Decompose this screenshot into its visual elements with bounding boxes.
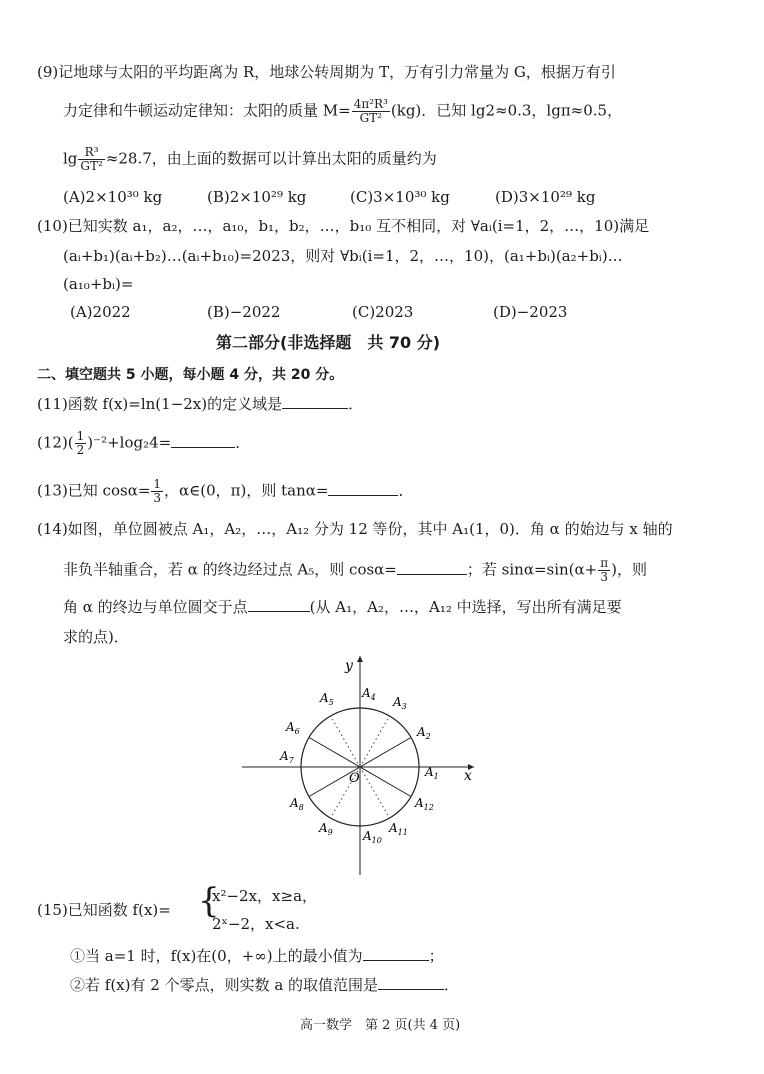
q13-answer-blank[interactable]: [328, 481, 398, 496]
q9-option-b[interactable]: (B)2×10²⁹ kg: [207, 188, 307, 206]
q13: (13)已知 cosα= $\frac{1}{3}$ ，α∈(0，π)，则 tanα= ．: [37, 477, 414, 505]
q15-case1: x²−2x，x≥a，: [212, 887, 318, 905]
label-a8: $A_8$: [290, 796, 304, 812]
dotted-a5: [331, 716, 361, 767]
q12-fraction: $\frac{1}{2}$: [76, 429, 85, 457]
q10-line2: (aᵢ+b₁)(aᵢ+b₂)…(aᵢ+b₁₀)=2023，则对 ∀bᵢ(i=1，2，…，10)，(a₁+bᵢ)(a₂+bᵢ)…: [63, 247, 623, 265]
q9-option-d[interactable]: (D)3×10²⁹ kg: [495, 188, 596, 206]
q12: (12)( $\frac{1}{2}$ )⁻²+log₂4= ．: [37, 429, 251, 457]
x-axis-label: x: [464, 768, 472, 784]
part2-title: 第二部分(非选择题 共 70 分): [216, 333, 441, 352]
q10-option-b[interactable]: (B)−2022: [207, 303, 281, 321]
q14-pi-fraction: $\frac{\pi}{3}$: [600, 556, 609, 584]
dotted-a11: [360, 767, 390, 818]
q15-sub2: ②若 f(x)有 2 个零点，则实数 a 的取值范围是 ．: [70, 976, 460, 994]
point-labels: [279, 686, 439, 845]
q10-line3: (a₁₀+bᵢ)=: [63, 275, 134, 293]
q14-points-blank[interactable]: [248, 597, 310, 612]
q9-known-values: (kg)．已知 lg2≈0.3，lgπ≈0.5，: [390, 101, 623, 120]
q9-line1: (9)记地球与太阳的平均距离为 R，地球公转周期为 T，万有引力常量为 G，根据万有引: [37, 63, 616, 81]
page-footer: 高一数学 第 2 页(共 4 页): [300, 1018, 461, 1033]
q14-line2: 非负半轴重合，若 α 的终边经过点 A₅，则 cosα= ；若 sinα=sin(α+ $\frac{\pi}{3}$ )，则: [63, 556, 647, 584]
q15-brace: {: [198, 881, 220, 921]
q9-mass-fraction: $\frac{\text{4π²R³}}{\text{GT²}}$: [353, 97, 388, 125]
q11: (11)函数 f(x)=ln(1−2x)的定义域是 ．: [37, 395, 364, 413]
q10-option-a[interactable]: (A)2022: [70, 303, 131, 321]
dotted-a3: [360, 716, 390, 767]
q14-line4: 求的点)．: [63, 628, 129, 646]
q9-line3: lg $\frac{\text{R³}}{\text{GT²}}$ ≈28.7，由上面的数据可以计算出太阳的质量约为: [63, 145, 437, 173]
q9-option-c[interactable]: (C)3×10³⁰ kg: [350, 188, 450, 206]
label-a1: $A_1$: [425, 765, 439, 781]
q11-answer-blank[interactable]: [282, 394, 348, 409]
q15-definition: (15)已知函数 f(x)=: [37, 901, 171, 919]
label-a12: $A_{12}$: [415, 796, 434, 812]
q12-answer-blank[interactable]: [171, 433, 235, 448]
label-a5: $A_5$: [320, 691, 334, 707]
q10-option-d[interactable]: (D)−2023: [493, 303, 568, 321]
label-a3: $A_3$: [393, 695, 407, 711]
q9-mass-text: 力定律和牛顿运动定律知：太阳的质量 M=: [63, 101, 351, 120]
q10-option-c[interactable]: (C)2023: [352, 303, 414, 321]
unit-circle-figure: [0, 650, 764, 890]
label-a6: $A_6$: [286, 720, 300, 736]
q14-cos-blank[interactable]: [397, 560, 467, 575]
y-axis-label: y: [345, 658, 353, 674]
label-a7: $A_7$: [280, 749, 294, 765]
label-a10: $A_{10}$: [363, 829, 382, 845]
label-a9: $A_9$: [319, 821, 333, 837]
origin-label: O: [349, 771, 360, 786]
label-a2: $A_2$: [417, 725, 431, 741]
label-a4: $A_4$: [362, 686, 376, 702]
section2-title: 二、填空题共 5 小题，每小题 4 分，共 20 分。: [37, 367, 344, 383]
q13-fraction: $\frac{1}{3}$: [153, 477, 162, 505]
q14-line1: (14)如图，单位圆被点 A₁，A₂，…，A₁₂ 分为 12 等份，其中 A₁(1，0)．角 α 的始边与 x 轴的: [37, 520, 673, 538]
label-a11: $A_{11}$: [389, 821, 408, 837]
q9-log-fraction: $\frac{\text{R³}}{\text{GT²}}$: [80, 145, 103, 173]
q15-range-blank[interactable]: [378, 975, 444, 990]
q9-line2: [63, 98, 622, 125]
q14-line3: 角 α 的终边与单位圆交于点 (从 A₁，A₂，…，A₁₂ 中选择，写出所有满足要: [63, 598, 622, 616]
q15-sub1: ①当 a=1 时，f(x)在(0，+∞)上的最小值为 ；: [70, 947, 444, 965]
q15-min-blank[interactable]: [363, 946, 429, 961]
q10-line1: (10)已知实数 a₁，a₂，…，a₁₀，b₁，b₂，…，b₁₀ 互不相同，对 ∀aᵢ(i=1，2，…，10)满足: [37, 217, 650, 235]
q15-case2: 2ˣ−2，x<a.: [212, 915, 300, 933]
q9-option-a[interactable]: (A)2×10³⁰ kg: [63, 188, 163, 206]
